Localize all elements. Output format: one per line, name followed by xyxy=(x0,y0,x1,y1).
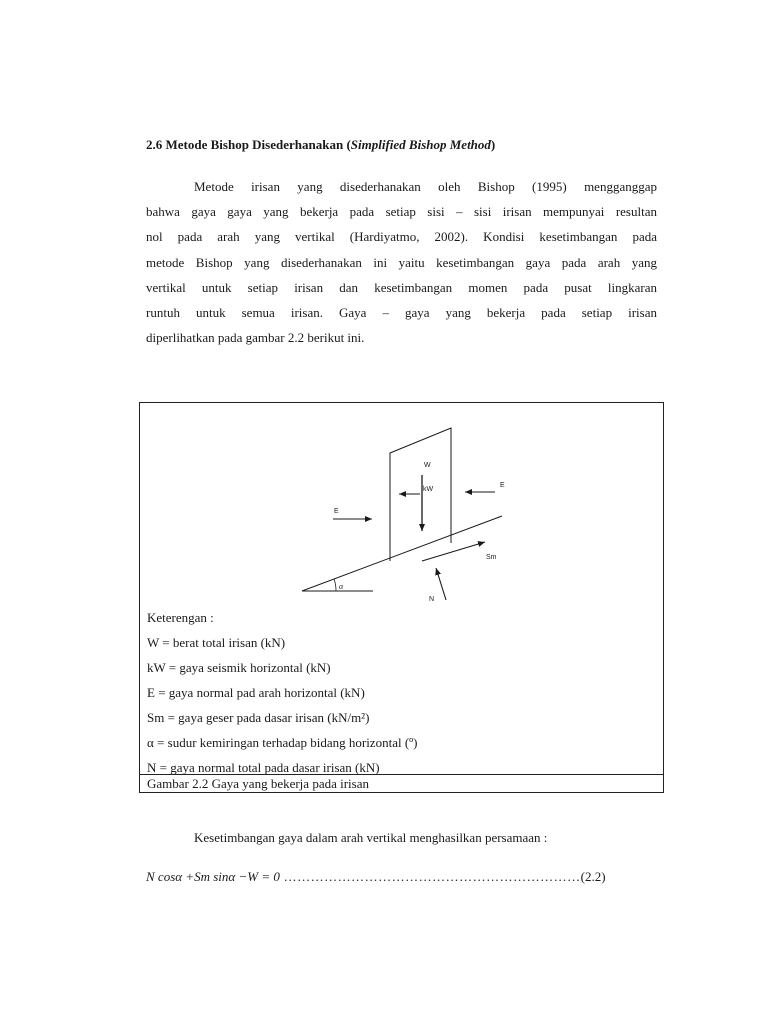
slip-surface-line xyxy=(302,516,502,591)
figure-caption: Gambar 2.2 Gaya yang bekerja pada irisan xyxy=(147,776,369,791)
legend-item: kW = gaya seismik horizontal (kN) xyxy=(147,660,331,675)
legend-item: Sm = gaya geser pada dasar irisan (kN/m²) xyxy=(147,710,370,725)
paragraph-line: Metode irisan yang disederhanakan oleh Bishop (1995) mengganggap xyxy=(194,179,657,194)
legend-item: α = sudur kemiringan terhadap bidang horizontal (º) xyxy=(147,735,418,750)
section-heading xyxy=(146,137,495,153)
legend-item: E = gaya normal pad arah horizontal (kN) xyxy=(147,685,365,700)
equation-lhs: N cosα +Sm sinα −W = 0 xyxy=(146,869,280,884)
heading-italic: Simplified Bishop Method xyxy=(350,137,491,152)
w-label: W xyxy=(424,462,431,469)
legend-item: W = berat total irisan (kN) xyxy=(147,635,286,650)
n-arrow xyxy=(436,568,446,600)
body-paragraph xyxy=(146,174,657,350)
equation-number: (2.2) xyxy=(580,869,606,884)
n-label: N xyxy=(429,596,435,603)
e-left-label: E xyxy=(334,508,339,515)
paragraph-line: runtuh untuk semua irisan. Gaya – gaya yang bekerja pada setiap irisan xyxy=(146,304,657,320)
heading-main: 2.6 Metode Bishop Disederhanakan ( xyxy=(146,137,351,152)
legend-title: Keterengan : xyxy=(147,610,214,625)
equation-leader-dots: ………………………………………………………… xyxy=(279,869,581,884)
paragraph-line: bahwa gaya gaya yang bekerja pada setiap sisi – sisi irisan mempunyai resultan xyxy=(146,204,657,220)
paragraph-line: vertikal untuk setiap irisan dan kesetimbangan momen pada pusat lingkaran xyxy=(146,279,657,295)
equation-intro: Kesetimbangan gaya dalam arah vertikal menghasilkan persamaan : xyxy=(194,830,548,845)
paragraph-line: metode Bishop yang disederhanakan ini yaitu kesetimbangan gaya pada arah yang xyxy=(146,254,657,270)
alpha-arc xyxy=(334,579,336,591)
e-right-label: E xyxy=(500,482,505,489)
figure-legend xyxy=(147,605,418,780)
paragraph-line: diperlihatkan pada gambar 2.2 berikut ini. xyxy=(146,330,365,346)
equation-2-2 xyxy=(146,869,606,885)
caption-row xyxy=(140,774,663,792)
sm-arrow xyxy=(422,542,485,561)
slice-force-diagram xyxy=(140,403,663,603)
sm-label: Sm xyxy=(486,554,497,561)
paragraph-line: nol pada arah yang vertikal (Hardiyatmo, 2002). Kondisi kesetimbangan pada xyxy=(146,229,657,245)
alpha-label: α xyxy=(339,582,344,591)
kw-label: kW xyxy=(423,486,434,493)
legend-item: N = gaya normal total pada dasar irisan (kN) xyxy=(147,760,380,775)
heading-end: ) xyxy=(490,137,496,152)
figure-box xyxy=(139,402,664,793)
